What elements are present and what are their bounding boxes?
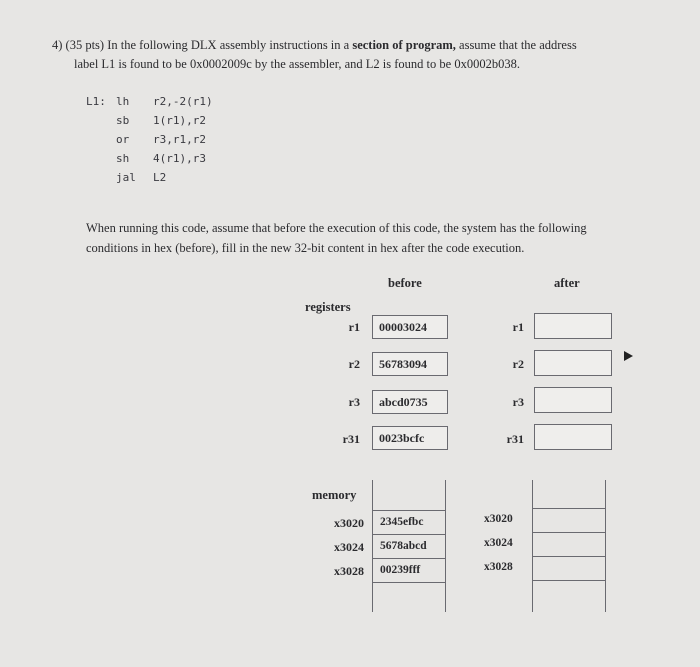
code-op: sb bbox=[116, 114, 130, 127]
code-args: r2,-2(r1) bbox=[153, 95, 213, 108]
code-args: 4(r1),r3 bbox=[153, 152, 206, 165]
reg-after-r2-field[interactable] bbox=[534, 350, 612, 376]
question-points: (35 pts) bbox=[65, 38, 105, 52]
memory-header: memory bbox=[312, 488, 357, 502]
question-bold-phrase: section of program, bbox=[352, 38, 456, 52]
reg-before-r1: 00003024 bbox=[372, 315, 448, 339]
mem-before-x3020: 2345efbc bbox=[380, 516, 424, 528]
reg-label-r3: r3 bbox=[348, 395, 360, 409]
code-args: L2 bbox=[153, 171, 167, 184]
before-header: before bbox=[388, 276, 422, 290]
after-addr-x3024: x3024 bbox=[484, 537, 513, 549]
registers-header: registers bbox=[305, 300, 351, 314]
code-label-L1: L1: bbox=[86, 95, 106, 108]
code-op: or bbox=[116, 133, 130, 146]
code-op: sh bbox=[116, 152, 130, 165]
reg-after-r31-field[interactable] bbox=[534, 424, 612, 450]
memory-divider bbox=[372, 534, 446, 535]
memory-divider bbox=[372, 582, 446, 583]
reg-after-r1-field[interactable] bbox=[534, 313, 612, 339]
code-op: jal bbox=[116, 171, 136, 184]
question-number: 4) bbox=[52, 38, 63, 52]
reg-before-r31: 0023bcfc bbox=[372, 426, 448, 450]
after-label-r1: r1 bbox=[512, 320, 524, 334]
reg-label-r31: r31 bbox=[342, 432, 360, 446]
reg-label-r2: r2 bbox=[348, 357, 360, 371]
memory-divider bbox=[532, 580, 606, 581]
after-addr-x3020: x3020 bbox=[484, 513, 513, 525]
question-text bbox=[52, 36, 652, 74]
after-addr-x3028: x3028 bbox=[484, 561, 513, 573]
memory-divider bbox=[372, 510, 446, 511]
paragraph-line-1: When running this code, assume that before the execution of this code, the system has the following bbox=[86, 221, 587, 235]
mem-after-x3024-field[interactable] bbox=[533, 533, 605, 555]
reg-label-r1: r1 bbox=[348, 320, 360, 334]
after-label-r3: r3 bbox=[512, 395, 524, 409]
mem-addr-x3028: x3028 bbox=[334, 564, 364, 578]
after-header: after bbox=[554, 276, 580, 290]
code-op: lh bbox=[116, 95, 130, 108]
after-label-r31: r31 bbox=[506, 432, 524, 446]
code-args: 1(r1),r2 bbox=[153, 114, 206, 127]
mem-addr-x3020: x3020 bbox=[334, 516, 364, 530]
mem-before-x3024: 5678abcd bbox=[380, 540, 427, 552]
question-text-b: assume that the address bbox=[459, 38, 577, 52]
reg-after-r3-field[interactable] bbox=[534, 387, 612, 413]
question-text-a: In the following DLX assembly instructions in a bbox=[107, 38, 350, 52]
mem-after-x3020-field[interactable] bbox=[533, 509, 605, 531]
mem-after-x3028-field[interactable] bbox=[533, 557, 605, 579]
code-block bbox=[86, 95, 286, 195]
paragraph-line-2: conditions in hex (before), fill in the new 32-bit content in hex after the code execution. bbox=[86, 241, 525, 255]
cursor-arrow-icon bbox=[624, 351, 633, 361]
after-label-r2: r2 bbox=[512, 357, 524, 371]
code-args: r3,r1,r2 bbox=[153, 133, 206, 146]
memory-divider bbox=[372, 558, 446, 559]
reg-before-r2: 56783094 bbox=[372, 352, 448, 376]
mem-addr-x3024: x3024 bbox=[334, 540, 364, 554]
question-line-2: label L1 is found to be 0x0002009c by the assembler, and L2 is found to be 0x0002b038. bbox=[74, 57, 520, 71]
instructions-paragraph bbox=[86, 218, 626, 258]
mem-before-x3028: 00239fff bbox=[380, 564, 421, 576]
reg-before-r3: abcd0735 bbox=[372, 390, 448, 414]
